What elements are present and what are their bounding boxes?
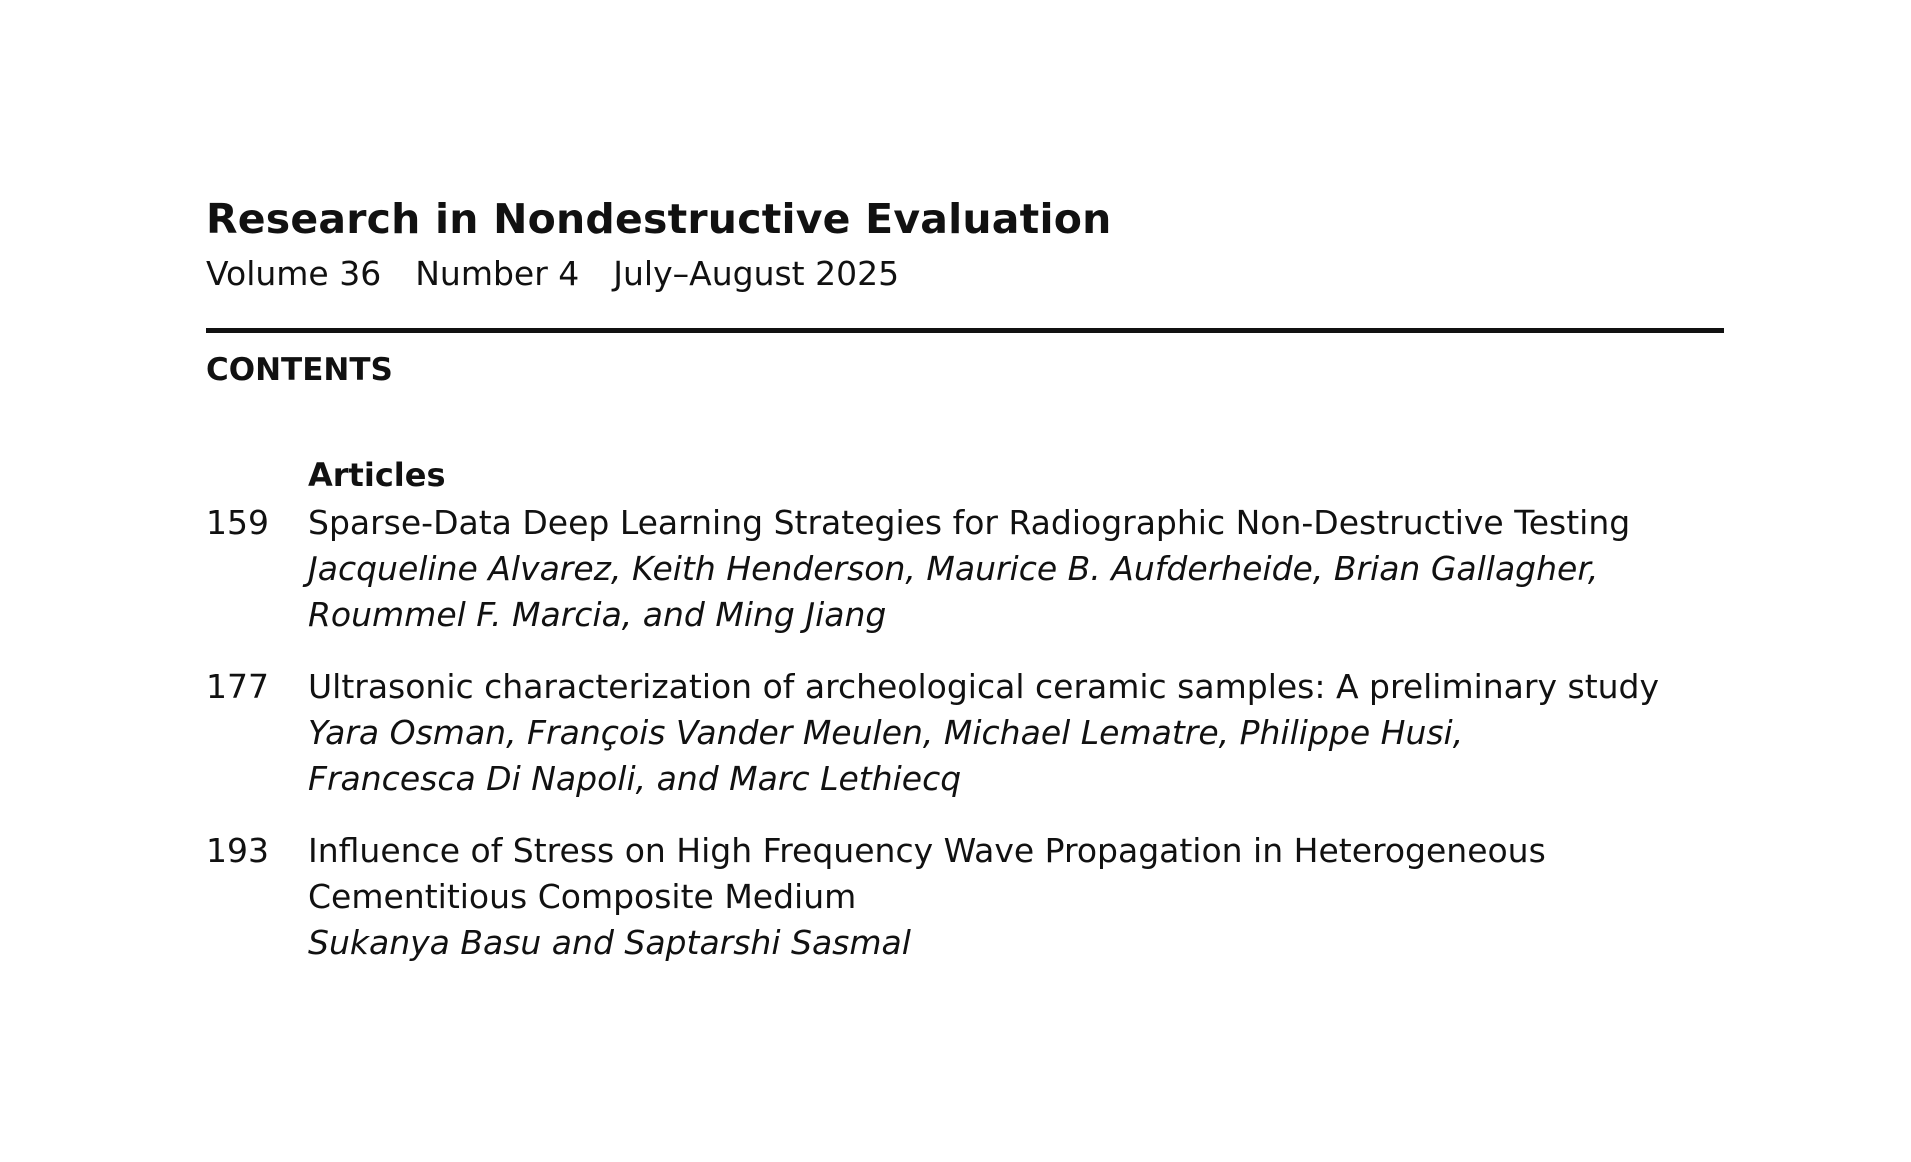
- entry-authors: Francesca Di Napoli, and Marc Lethiecq: [308, 759, 962, 798]
- journal-title: Research in Nondestructive Evaluation: [206, 195, 1112, 243]
- entry-title[interactable]: Ultrasonic characterization of archeological ceramic samples: A preliminary study: [308, 667, 1660, 706]
- contents-heading: CONTENTS: [206, 352, 393, 388]
- entry-title[interactable]: Sparse-Data Deep Learning Strategies for Radiographic Non-Destructive Testing: [308, 503, 1631, 542]
- header-divider: [206, 328, 1724, 333]
- entry-authors: Yara Osman, François Vander Meulen, Michael Lematre, Philippe Husi,: [308, 713, 1464, 752]
- issue-date: July–August 2025: [613, 254, 900, 293]
- number-label: Number 4: [415, 254, 580, 293]
- entry-authors: Roummel F. Marcia, and Ming Jiang: [308, 595, 887, 634]
- volume-label: Volume 36: [206, 254, 382, 293]
- entry-body: [308, 828, 1748, 966]
- entry-title[interactable]: Influence of Stress on High Frequency Wave Propagation in Heterogeneous: [308, 831, 1546, 870]
- entry-page-number: 159: [206, 503, 269, 542]
- entry-page-number: 177: [206, 667, 269, 706]
- entry-authors: Jacqueline Alvarez, Keith Henderson, Maurice B. Aufderheide, Brian Gallagher,: [308, 549, 1599, 588]
- issue-info: [206, 254, 933, 293]
- entry-body: [308, 664, 1748, 802]
- entry-title[interactable]: Cementitious Composite Medium: [308, 877, 857, 916]
- entry-page-number: 193: [206, 831, 269, 870]
- entry-body: [308, 500, 1748, 638]
- section-heading-articles: Articles: [308, 456, 446, 494]
- entry-authors: Sukanya Basu and Saptarshi Sasmal: [308, 923, 911, 962]
